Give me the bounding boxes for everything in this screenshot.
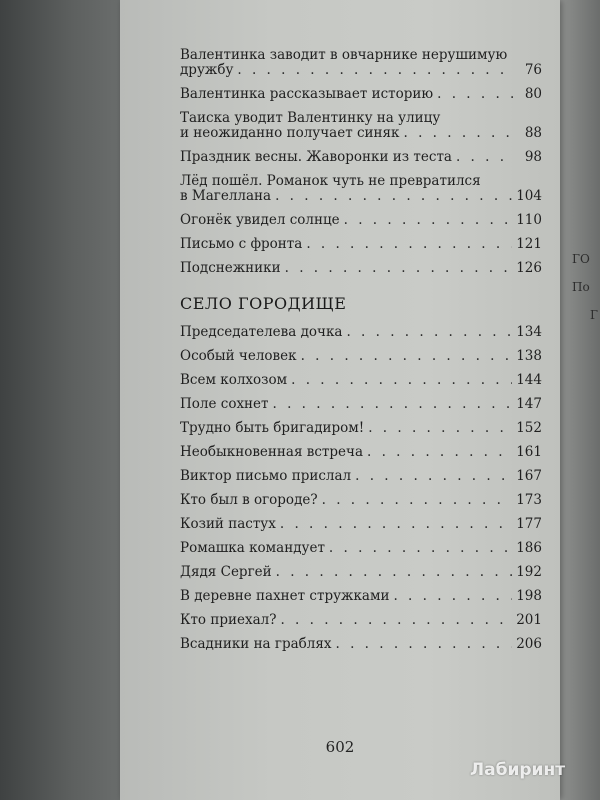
- toc-entry-row: [180, 126, 542, 141]
- toc-entry: [180, 589, 542, 604]
- toc-entry-title: Необыкновенная встреча: [180, 444, 364, 460]
- dot-leader: [403, 126, 514, 141]
- toc-entry-row: [180, 421, 542, 436]
- toc-page-number: 192: [516, 564, 542, 580]
- toc-page-number: 161: [516, 444, 542, 460]
- toc-entry: [180, 613, 542, 628]
- dot-leader: [276, 565, 513, 580]
- toc-page-number: 198: [516, 588, 542, 604]
- toc-entry-row: [180, 261, 542, 276]
- toc-entry-title: Председателева дочка: [180, 324, 343, 340]
- background-right: [555, 0, 600, 800]
- background-left: [0, 0, 120, 800]
- toc-entry-row: [180, 87, 542, 102]
- toc-page-number: 206: [516, 636, 542, 652]
- dot-leader: [275, 189, 512, 204]
- toc-page-number: 167: [516, 468, 542, 484]
- next-page-fragment: Г: [590, 308, 598, 322]
- toc-entry: [180, 445, 542, 460]
- toc-entry: [180, 111, 542, 141]
- toc-entry: [180, 261, 542, 276]
- toc-entry: [180, 150, 542, 165]
- toc-entry-row: [180, 613, 542, 628]
- dot-leader: [437, 87, 514, 102]
- toc-part-1: [180, 48, 542, 276]
- toc-entry-row: [180, 150, 542, 165]
- toc-entry-title: Поле сохнет: [180, 396, 269, 412]
- toc-page-number: 126: [516, 260, 542, 276]
- toc-entry-row: [180, 565, 542, 580]
- toc-entry: [180, 87, 542, 102]
- toc-page-number: 98: [524, 149, 542, 165]
- toc-entry-title: Письмо с фронта: [180, 236, 303, 252]
- dot-leader: [322, 493, 513, 508]
- toc-entry-title: В деревне пахнет стружками: [180, 588, 390, 604]
- dot-leader: [280, 613, 512, 628]
- section-heading: СЕЛО ГОРОДИЩЕ: [180, 294, 347, 313]
- toc-entry-row: [180, 237, 542, 252]
- toc-entry-title: в Магеллана: [180, 188, 272, 204]
- dot-leader: [355, 469, 512, 484]
- toc-entry-title: дружбу: [180, 62, 234, 78]
- toc-entry: [180, 237, 542, 252]
- dot-leader: [456, 150, 514, 165]
- toc-entry-title: Огонёк увидел солнце: [180, 212, 340, 228]
- toc-entry: [180, 349, 542, 364]
- toc-entry-row: [180, 325, 542, 340]
- toc-page-number: 152: [516, 420, 542, 436]
- toc-entry-title: Валентинка рассказывает историю: [180, 86, 434, 102]
- toc-entry: [180, 48, 542, 78]
- toc-entry: [180, 325, 542, 340]
- toc-entry: [180, 397, 542, 412]
- toc-entry: [180, 421, 542, 436]
- toc-entry-title: Кто приехал?: [180, 612, 277, 628]
- toc-page-number: 177: [516, 516, 542, 532]
- toc-entry-title: Праздник весны. Жаворонки из теста: [180, 149, 452, 165]
- toc-entry-title: Ромашка командует: [180, 540, 325, 556]
- toc-entry-row: [180, 63, 542, 78]
- dot-leader: [280, 517, 512, 532]
- dot-leader: [291, 373, 512, 388]
- dot-leader: [393, 589, 512, 604]
- toc-entry-row: [180, 469, 542, 484]
- watermark-logo: Лабиринт: [470, 760, 566, 780]
- dot-leader: [273, 397, 513, 412]
- toc-entry-row: [180, 397, 542, 412]
- toc-entry-title: Трудно быть бригадиром!: [180, 420, 365, 436]
- toc-part-2: [180, 325, 542, 652]
- toc-entry-title: Валентинка заводит в овчарнике нерушимую: [180, 47, 508, 63]
- toc-entry: [180, 565, 542, 580]
- toc-page-number: 104: [516, 188, 542, 204]
- dot-leader: [344, 213, 513, 228]
- toc-entry-title: Всадники на граблях: [180, 636, 332, 652]
- toc-entry: [180, 373, 542, 388]
- toc-entry: [180, 517, 542, 532]
- dot-leader: [368, 421, 512, 436]
- toc-entry: [180, 637, 542, 652]
- toc-entry-title: Особый человек: [180, 348, 297, 364]
- toc-entry-row: [180, 445, 542, 460]
- next-page-edge: [568, 240, 600, 360]
- toc-entry-title: Козий пастух: [180, 516, 276, 532]
- toc-entry-row: [180, 213, 542, 228]
- toc-page-number: 138: [516, 348, 542, 364]
- toc-entry-row: [180, 589, 542, 604]
- dot-leader: [285, 261, 513, 276]
- dot-leader: [346, 325, 512, 340]
- dot-leader: [336, 637, 513, 652]
- toc-entry-row: [180, 493, 542, 508]
- toc-page-number: 88: [524, 125, 542, 141]
- toc-page-number: 121: [516, 236, 542, 252]
- toc-page-number: 134: [516, 324, 542, 340]
- toc-entry: [180, 493, 542, 508]
- table-of-contents: [180, 48, 542, 661]
- toc-entry: [180, 469, 542, 484]
- toc-entry: [180, 174, 542, 204]
- toc-page-number: 201: [516, 612, 542, 628]
- toc-entry-title: Виктор письмо прислал: [180, 468, 352, 484]
- toc-page-number: 144: [516, 372, 542, 388]
- dot-leader: [306, 237, 512, 252]
- toc-entry-row: [180, 541, 542, 556]
- dot-leader: [329, 541, 512, 556]
- toc-entry-title: Всем колхозом: [180, 372, 288, 388]
- toc-page-number: 76: [524, 62, 542, 78]
- next-page-fragment: По: [572, 280, 590, 294]
- toc-entry-title: Дядя Сергей: [180, 564, 272, 580]
- toc-page-number: 186: [516, 540, 542, 556]
- toc-entry: [180, 541, 542, 556]
- toc-entry-title: Таиска уводит Валентинку на улицу: [180, 110, 441, 126]
- toc-entry-row: [180, 349, 542, 364]
- toc-entry-title: Лёд пошёл. Романок чуть не превратился: [180, 173, 481, 189]
- toc-page-number: 80: [524, 86, 542, 102]
- dot-leader: [301, 349, 513, 364]
- dot-leader: [237, 63, 514, 78]
- book-page: [120, 0, 560, 800]
- toc-entry-title: Подснежники: [180, 260, 281, 276]
- toc-entry-row: [180, 373, 542, 388]
- next-page-fragment: ГО: [572, 252, 590, 266]
- toc-page-number: 173: [516, 492, 542, 508]
- page-number: 602: [325, 738, 355, 756]
- toc-entry-row: [180, 637, 542, 652]
- toc-entry-title: и неожиданно получает синяк: [180, 125, 400, 141]
- dot-leader: [367, 445, 512, 460]
- toc-entry-title: Кто был в огороде?: [180, 492, 318, 508]
- toc-entry-row: [180, 189, 542, 204]
- toc-page-number: 110: [516, 212, 542, 228]
- toc-page-number: 147: [516, 396, 542, 412]
- toc-entry-row: [180, 517, 542, 532]
- toc-entry: [180, 213, 542, 228]
